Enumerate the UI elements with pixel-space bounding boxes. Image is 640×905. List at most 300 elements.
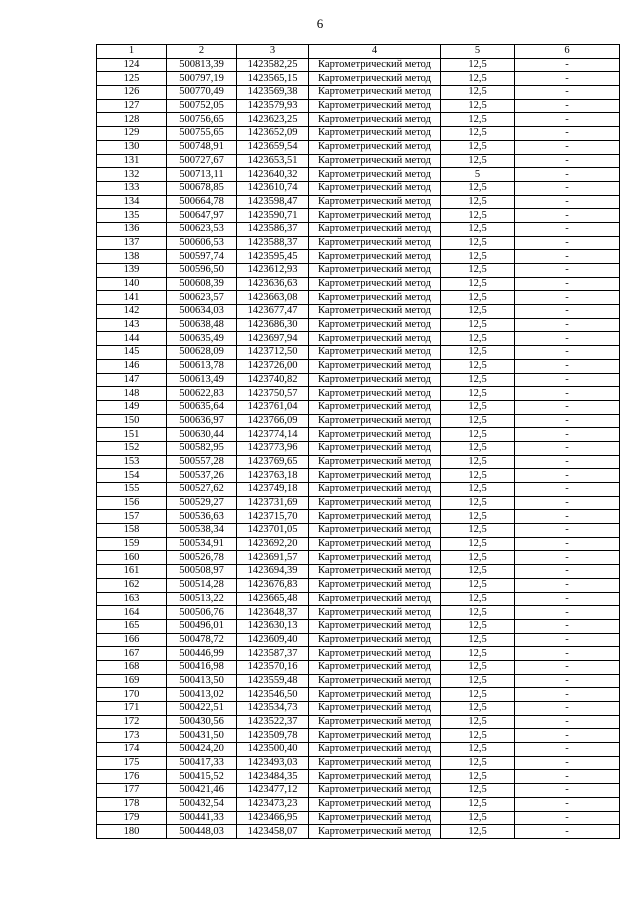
- note-cell: -: [515, 250, 620, 264]
- point-number-cell: 149: [97, 400, 167, 414]
- note-cell: -: [515, 633, 620, 647]
- note-cell: -: [515, 524, 620, 538]
- x-coordinate-cell: 500506,76: [167, 606, 237, 620]
- x-coordinate-cell: 500431,50: [167, 729, 237, 743]
- method-cell: Картометрический метод: [309, 469, 441, 483]
- note-cell: -: [515, 236, 620, 250]
- page-number: 6: [316, 16, 324, 31]
- note-cell: -: [515, 264, 620, 278]
- point-number-cell: 124: [97, 58, 167, 72]
- y-coordinate-cell: 1423569,38: [237, 86, 309, 100]
- x-coordinate-cell: 500635,49: [167, 332, 237, 346]
- y-coordinate-cell: 1423630,13: [237, 619, 309, 633]
- y-coordinate-cell: 1423694,39: [237, 565, 309, 579]
- accuracy-cell: 12,5: [441, 825, 515, 839]
- accuracy-cell: 12,5: [441, 756, 515, 770]
- y-coordinate-cell: 1423648,37: [237, 606, 309, 620]
- note-cell: -: [515, 58, 620, 72]
- accuracy-cell: 12,5: [441, 619, 515, 633]
- y-coordinate-cell: 1423509,78: [237, 729, 309, 743]
- note-cell: -: [515, 565, 620, 579]
- x-coordinate-cell: 500623,53: [167, 222, 237, 236]
- point-number-cell: 162: [97, 578, 167, 592]
- x-coordinate-cell: 500635,64: [167, 400, 237, 414]
- y-coordinate-cell: 1423623,25: [237, 113, 309, 127]
- note-cell: -: [515, 127, 620, 141]
- method-cell: Картометрический метод: [309, 537, 441, 551]
- x-coordinate-cell: 500813,39: [167, 58, 237, 72]
- y-coordinate-cell: 1423477,12: [237, 784, 309, 798]
- y-coordinate-cell: 1423686,30: [237, 318, 309, 332]
- method-cell: Картометрический метод: [309, 400, 441, 414]
- y-coordinate-cell: 1423750,57: [237, 387, 309, 401]
- x-coordinate-cell: 500628,09: [167, 346, 237, 360]
- table-row: [97, 86, 620, 100]
- table-row: [97, 483, 620, 497]
- table-row: [97, 414, 620, 428]
- y-coordinate-cell: 1423677,47: [237, 305, 309, 319]
- note-cell: -: [515, 483, 620, 497]
- table-row: [97, 715, 620, 729]
- y-coordinate-cell: 1423610,74: [237, 181, 309, 195]
- point-number-cell: 125: [97, 72, 167, 86]
- note-cell: -: [515, 647, 620, 661]
- y-coordinate-cell: 1423692,20: [237, 537, 309, 551]
- table-row: [97, 195, 620, 209]
- table-row: [97, 469, 620, 483]
- table-row: [97, 264, 620, 278]
- note-cell: -: [515, 140, 620, 154]
- accuracy-cell: 12,5: [441, 715, 515, 729]
- method-cell: Картометрический метод: [309, 441, 441, 455]
- note-cell: -: [515, 510, 620, 524]
- table-row: [97, 770, 620, 784]
- point-number-cell: 166: [97, 633, 167, 647]
- column-header: 4: [309, 45, 441, 59]
- note-cell: -: [515, 797, 620, 811]
- point-number-cell: 136: [97, 222, 167, 236]
- point-number-cell: 131: [97, 154, 167, 168]
- method-cell: Картометрический метод: [309, 387, 441, 401]
- x-coordinate-cell: 500417,33: [167, 756, 237, 770]
- table-row: [97, 455, 620, 469]
- table-row: [97, 756, 620, 770]
- method-cell: Картометрический метод: [309, 195, 441, 209]
- table-row: [97, 688, 620, 702]
- x-coordinate-cell: 500526,78: [167, 551, 237, 565]
- note-cell: -: [515, 86, 620, 100]
- table-row: [97, 332, 620, 346]
- accuracy-cell: 12,5: [441, 441, 515, 455]
- table-row: [97, 578, 620, 592]
- accuracy-cell: 12,5: [441, 127, 515, 141]
- accuracy-cell: 12,5: [441, 674, 515, 688]
- method-cell: Картометрический метод: [309, 715, 441, 729]
- y-coordinate-cell: 1423579,93: [237, 99, 309, 113]
- accuracy-cell: 12,5: [441, 524, 515, 538]
- y-coordinate-cell: 1423676,83: [237, 578, 309, 592]
- note-cell: -: [515, 455, 620, 469]
- accuracy-cell: 12,5: [441, 86, 515, 100]
- accuracy-cell: 12,5: [441, 58, 515, 72]
- accuracy-cell: 12,5: [441, 633, 515, 647]
- table-row: [97, 702, 620, 716]
- method-cell: Картометрический метод: [309, 702, 441, 716]
- x-coordinate-cell: 500613,49: [167, 373, 237, 387]
- x-coordinate-cell: 500630,44: [167, 428, 237, 442]
- y-coordinate-cell: 1423570,16: [237, 660, 309, 674]
- point-number-cell: 165: [97, 619, 167, 633]
- x-coordinate-cell: 500608,39: [167, 277, 237, 291]
- table-row: [97, 537, 620, 551]
- y-coordinate-cell: 1423588,37: [237, 236, 309, 250]
- point-number-cell: 155: [97, 483, 167, 497]
- table-row: [97, 729, 620, 743]
- method-cell: Картометрический метод: [309, 99, 441, 113]
- point-number-cell: 148: [97, 387, 167, 401]
- coordinates-table: [96, 44, 620, 839]
- table-row: [97, 387, 620, 401]
- table-row: [97, 277, 620, 291]
- note-cell: -: [515, 660, 620, 674]
- column-header: 5: [441, 45, 515, 59]
- point-number-cell: 146: [97, 359, 167, 373]
- table-row: [97, 346, 620, 360]
- method-cell: Картометрический метод: [309, 168, 441, 182]
- point-number-cell: 135: [97, 209, 167, 223]
- accuracy-cell: 12,5: [441, 400, 515, 414]
- method-cell: Картометрический метод: [309, 565, 441, 579]
- point-number-cell: 167: [97, 647, 167, 661]
- accuracy-cell: 12,5: [441, 209, 515, 223]
- point-number-cell: 137: [97, 236, 167, 250]
- table-row: [97, 784, 620, 798]
- x-coordinate-cell: 500421,46: [167, 784, 237, 798]
- method-cell: Картометрический метод: [309, 811, 441, 825]
- accuracy-cell: 12,5: [441, 346, 515, 360]
- note-cell: -: [515, 168, 620, 182]
- method-cell: Картометрический метод: [309, 578, 441, 592]
- accuracy-cell: 12,5: [441, 702, 515, 716]
- x-coordinate-cell: 500623,57: [167, 291, 237, 305]
- y-coordinate-cell: 1423663,08: [237, 291, 309, 305]
- method-cell: Картометрический метод: [309, 346, 441, 360]
- method-cell: Картометрический метод: [309, 524, 441, 538]
- accuracy-cell: 12,5: [441, 551, 515, 565]
- y-coordinate-cell: 1423587,37: [237, 647, 309, 661]
- accuracy-cell: 12,5: [441, 99, 515, 113]
- method-cell: Картометрический метод: [309, 756, 441, 770]
- table-row: [97, 359, 620, 373]
- table-row: [97, 127, 620, 141]
- table-row: [97, 811, 620, 825]
- point-number-cell: 138: [97, 250, 167, 264]
- y-coordinate-cell: 1423740,82: [237, 373, 309, 387]
- x-coordinate-cell: 500508,97: [167, 565, 237, 579]
- x-coordinate-cell: 500413,02: [167, 688, 237, 702]
- method-cell: Картометрический метод: [309, 825, 441, 839]
- x-coordinate-cell: 500557,28: [167, 455, 237, 469]
- y-coordinate-cell: 1423458,07: [237, 825, 309, 839]
- method-cell: Картометрический метод: [309, 633, 441, 647]
- method-cell: Картометрический метод: [309, 496, 441, 510]
- table-row: [97, 168, 620, 182]
- x-coordinate-cell: 500606,53: [167, 236, 237, 250]
- table-row: [97, 318, 620, 332]
- x-coordinate-cell: 500514,28: [167, 578, 237, 592]
- accuracy-cell: 12,5: [441, 318, 515, 332]
- point-number-cell: 140: [97, 277, 167, 291]
- point-number-cell: 160: [97, 551, 167, 565]
- point-number-cell: 174: [97, 743, 167, 757]
- y-coordinate-cell: 1423598,47: [237, 195, 309, 209]
- method-cell: Картометрический метод: [309, 86, 441, 100]
- accuracy-cell: 12,5: [441, 455, 515, 469]
- accuracy-cell: 12,5: [441, 291, 515, 305]
- note-cell: -: [515, 756, 620, 770]
- note-cell: -: [515, 332, 620, 346]
- table-row: [97, 660, 620, 674]
- note-cell: -: [515, 154, 620, 168]
- point-number-cell: 179: [97, 811, 167, 825]
- x-coordinate-cell: 500432,54: [167, 797, 237, 811]
- accuracy-cell: 12,5: [441, 496, 515, 510]
- note-cell: -: [515, 729, 620, 743]
- y-coordinate-cell: 1423715,70: [237, 510, 309, 524]
- point-number-cell: 145: [97, 346, 167, 360]
- x-coordinate-cell: 500536,63: [167, 510, 237, 524]
- point-number-cell: 177: [97, 784, 167, 798]
- x-coordinate-cell: 500647,97: [167, 209, 237, 223]
- column-header: 3: [237, 45, 309, 59]
- accuracy-cell: 12,5: [441, 236, 515, 250]
- table-row: [97, 565, 620, 579]
- point-number-cell: 169: [97, 674, 167, 688]
- note-cell: -: [515, 592, 620, 606]
- table-row: [97, 209, 620, 223]
- method-cell: Картометрический метод: [309, 688, 441, 702]
- note-cell: -: [515, 469, 620, 483]
- y-coordinate-cell: 1423640,32: [237, 168, 309, 182]
- table-row: [97, 551, 620, 565]
- note-cell: -: [515, 688, 620, 702]
- point-number-cell: 154: [97, 469, 167, 483]
- accuracy-cell: 12,5: [441, 222, 515, 236]
- note-cell: -: [515, 811, 620, 825]
- note-cell: -: [515, 770, 620, 784]
- y-coordinate-cell: 1423665,48: [237, 592, 309, 606]
- note-cell: -: [515, 291, 620, 305]
- note-cell: -: [515, 496, 620, 510]
- method-cell: Картометрический метод: [309, 359, 441, 373]
- note-cell: -: [515, 537, 620, 551]
- table-row: [97, 400, 620, 414]
- x-coordinate-cell: 500448,03: [167, 825, 237, 839]
- point-number-cell: 158: [97, 524, 167, 538]
- table-row: [97, 428, 620, 442]
- note-cell: -: [515, 414, 620, 428]
- table-row: [97, 606, 620, 620]
- note-cell: -: [515, 606, 620, 620]
- y-coordinate-cell: 1423773,96: [237, 441, 309, 455]
- method-cell: Картометрический метод: [309, 551, 441, 565]
- accuracy-cell: 12,5: [441, 250, 515, 264]
- point-number-cell: 133: [97, 181, 167, 195]
- point-number-cell: 159: [97, 537, 167, 551]
- note-cell: -: [515, 277, 620, 291]
- point-number-cell: 128: [97, 113, 167, 127]
- table-row: [97, 140, 620, 154]
- y-coordinate-cell: 1423473,23: [237, 797, 309, 811]
- method-cell: Картометрический метод: [309, 674, 441, 688]
- x-coordinate-cell: 500496,01: [167, 619, 237, 633]
- x-coordinate-cell: 500748,91: [167, 140, 237, 154]
- table-row: [97, 825, 620, 839]
- x-coordinate-cell: 500638,48: [167, 318, 237, 332]
- note-cell: -: [515, 619, 620, 633]
- accuracy-cell: 12,5: [441, 784, 515, 798]
- note-cell: -: [515, 702, 620, 716]
- method-cell: Картометрический метод: [309, 373, 441, 387]
- accuracy-cell: 12,5: [441, 181, 515, 195]
- x-coordinate-cell: 500756,65: [167, 113, 237, 127]
- table-row: [97, 113, 620, 127]
- y-coordinate-cell: 1423466,95: [237, 811, 309, 825]
- note-cell: -: [515, 305, 620, 319]
- column-header: 2: [167, 45, 237, 59]
- method-cell: Картометрический метод: [309, 264, 441, 278]
- y-coordinate-cell: 1423774,14: [237, 428, 309, 442]
- point-number-cell: 175: [97, 756, 167, 770]
- point-number-cell: 141: [97, 291, 167, 305]
- accuracy-cell: 12,5: [441, 154, 515, 168]
- x-coordinate-cell: 500752,05: [167, 99, 237, 113]
- method-cell: Картометрический метод: [309, 510, 441, 524]
- point-number-cell: 130: [97, 140, 167, 154]
- point-number-cell: 161: [97, 565, 167, 579]
- point-number-cell: 173: [97, 729, 167, 743]
- x-coordinate-cell: 500446,99: [167, 647, 237, 661]
- accuracy-cell: 12,5: [441, 743, 515, 757]
- method-cell: Картометрический метод: [309, 619, 441, 633]
- y-coordinate-cell: 1423769,65: [237, 455, 309, 469]
- table-row: [97, 496, 620, 510]
- accuracy-cell: 12,5: [441, 414, 515, 428]
- accuracy-cell: 12,5: [441, 428, 515, 442]
- method-cell: Картометрический метод: [309, 222, 441, 236]
- x-coordinate-cell: 500622,83: [167, 387, 237, 401]
- column-header: 6: [515, 45, 620, 59]
- y-coordinate-cell: 1423484,35: [237, 770, 309, 784]
- table-row: [97, 373, 620, 387]
- x-coordinate-cell: 500613,78: [167, 359, 237, 373]
- accuracy-cell: 5: [441, 168, 515, 182]
- y-coordinate-cell: 1423731,69: [237, 496, 309, 510]
- x-coordinate-cell: 500478,72: [167, 633, 237, 647]
- note-cell: -: [515, 181, 620, 195]
- y-coordinate-cell: 1423761,04: [237, 400, 309, 414]
- accuracy-cell: 12,5: [441, 647, 515, 661]
- table-row: [97, 619, 620, 633]
- method-cell: Картометрический метод: [309, 592, 441, 606]
- y-coordinate-cell: 1423493,03: [237, 756, 309, 770]
- note-cell: -: [515, 99, 620, 113]
- method-cell: Картометрический метод: [309, 797, 441, 811]
- y-coordinate-cell: 1423691,57: [237, 551, 309, 565]
- method-cell: Картометрический метод: [309, 305, 441, 319]
- note-cell: -: [515, 825, 620, 839]
- table-row: [97, 633, 620, 647]
- method-cell: Картометрический метод: [309, 428, 441, 442]
- note-cell: -: [515, 113, 620, 127]
- note-cell: -: [515, 209, 620, 223]
- note-cell: -: [515, 318, 620, 332]
- y-coordinate-cell: 1423565,15: [237, 72, 309, 86]
- note-cell: -: [515, 674, 620, 688]
- note-cell: -: [515, 72, 620, 86]
- table-row: [97, 797, 620, 811]
- y-coordinate-cell: 1423652,09: [237, 127, 309, 141]
- y-coordinate-cell: 1423595,45: [237, 250, 309, 264]
- method-cell: Картометрический метод: [309, 140, 441, 154]
- method-cell: Картометрический метод: [309, 606, 441, 620]
- y-coordinate-cell: 1423612,93: [237, 264, 309, 278]
- table-row: [97, 250, 620, 264]
- table-row: [97, 674, 620, 688]
- method-cell: Картометрический метод: [309, 250, 441, 264]
- point-number-cell: 176: [97, 770, 167, 784]
- x-coordinate-cell: 500678,85: [167, 181, 237, 195]
- note-cell: -: [515, 551, 620, 565]
- x-coordinate-cell: 500430,56: [167, 715, 237, 729]
- note-cell: -: [515, 428, 620, 442]
- accuracy-cell: 12,5: [441, 797, 515, 811]
- x-coordinate-cell: 500413,50: [167, 674, 237, 688]
- y-coordinate-cell: 1423582,25: [237, 58, 309, 72]
- x-coordinate-cell: 500534,91: [167, 537, 237, 551]
- y-coordinate-cell: 1423590,71: [237, 209, 309, 223]
- table-row: [97, 743, 620, 757]
- x-coordinate-cell: 500797,19: [167, 72, 237, 86]
- y-coordinate-cell: 1423636,63: [237, 277, 309, 291]
- accuracy-cell: 12,5: [441, 688, 515, 702]
- table-row: [97, 592, 620, 606]
- point-number-cell: 132: [97, 168, 167, 182]
- method-cell: Картометрический метод: [309, 660, 441, 674]
- method-cell: Картометрический метод: [309, 743, 441, 757]
- method-cell: Картометрический метод: [309, 483, 441, 497]
- x-coordinate-cell: 500727,67: [167, 154, 237, 168]
- method-cell: Картометрический метод: [309, 113, 441, 127]
- method-cell: Картометрический метод: [309, 277, 441, 291]
- method-cell: Картометрический метод: [309, 455, 441, 469]
- point-number-cell: 180: [97, 825, 167, 839]
- accuracy-cell: 12,5: [441, 359, 515, 373]
- accuracy-cell: 12,5: [441, 510, 515, 524]
- accuracy-cell: 12,5: [441, 113, 515, 127]
- note-cell: -: [515, 441, 620, 455]
- point-number-cell: 129: [97, 127, 167, 141]
- y-coordinate-cell: 1423546,50: [237, 688, 309, 702]
- note-cell: -: [515, 784, 620, 798]
- point-number-cell: 157: [97, 510, 167, 524]
- method-cell: Картометрический метод: [309, 414, 441, 428]
- method-cell: Картометрический метод: [309, 647, 441, 661]
- x-coordinate-cell: 500713,11: [167, 168, 237, 182]
- y-coordinate-cell: 1423653,51: [237, 154, 309, 168]
- table-row: [97, 154, 620, 168]
- x-coordinate-cell: 500597,74: [167, 250, 237, 264]
